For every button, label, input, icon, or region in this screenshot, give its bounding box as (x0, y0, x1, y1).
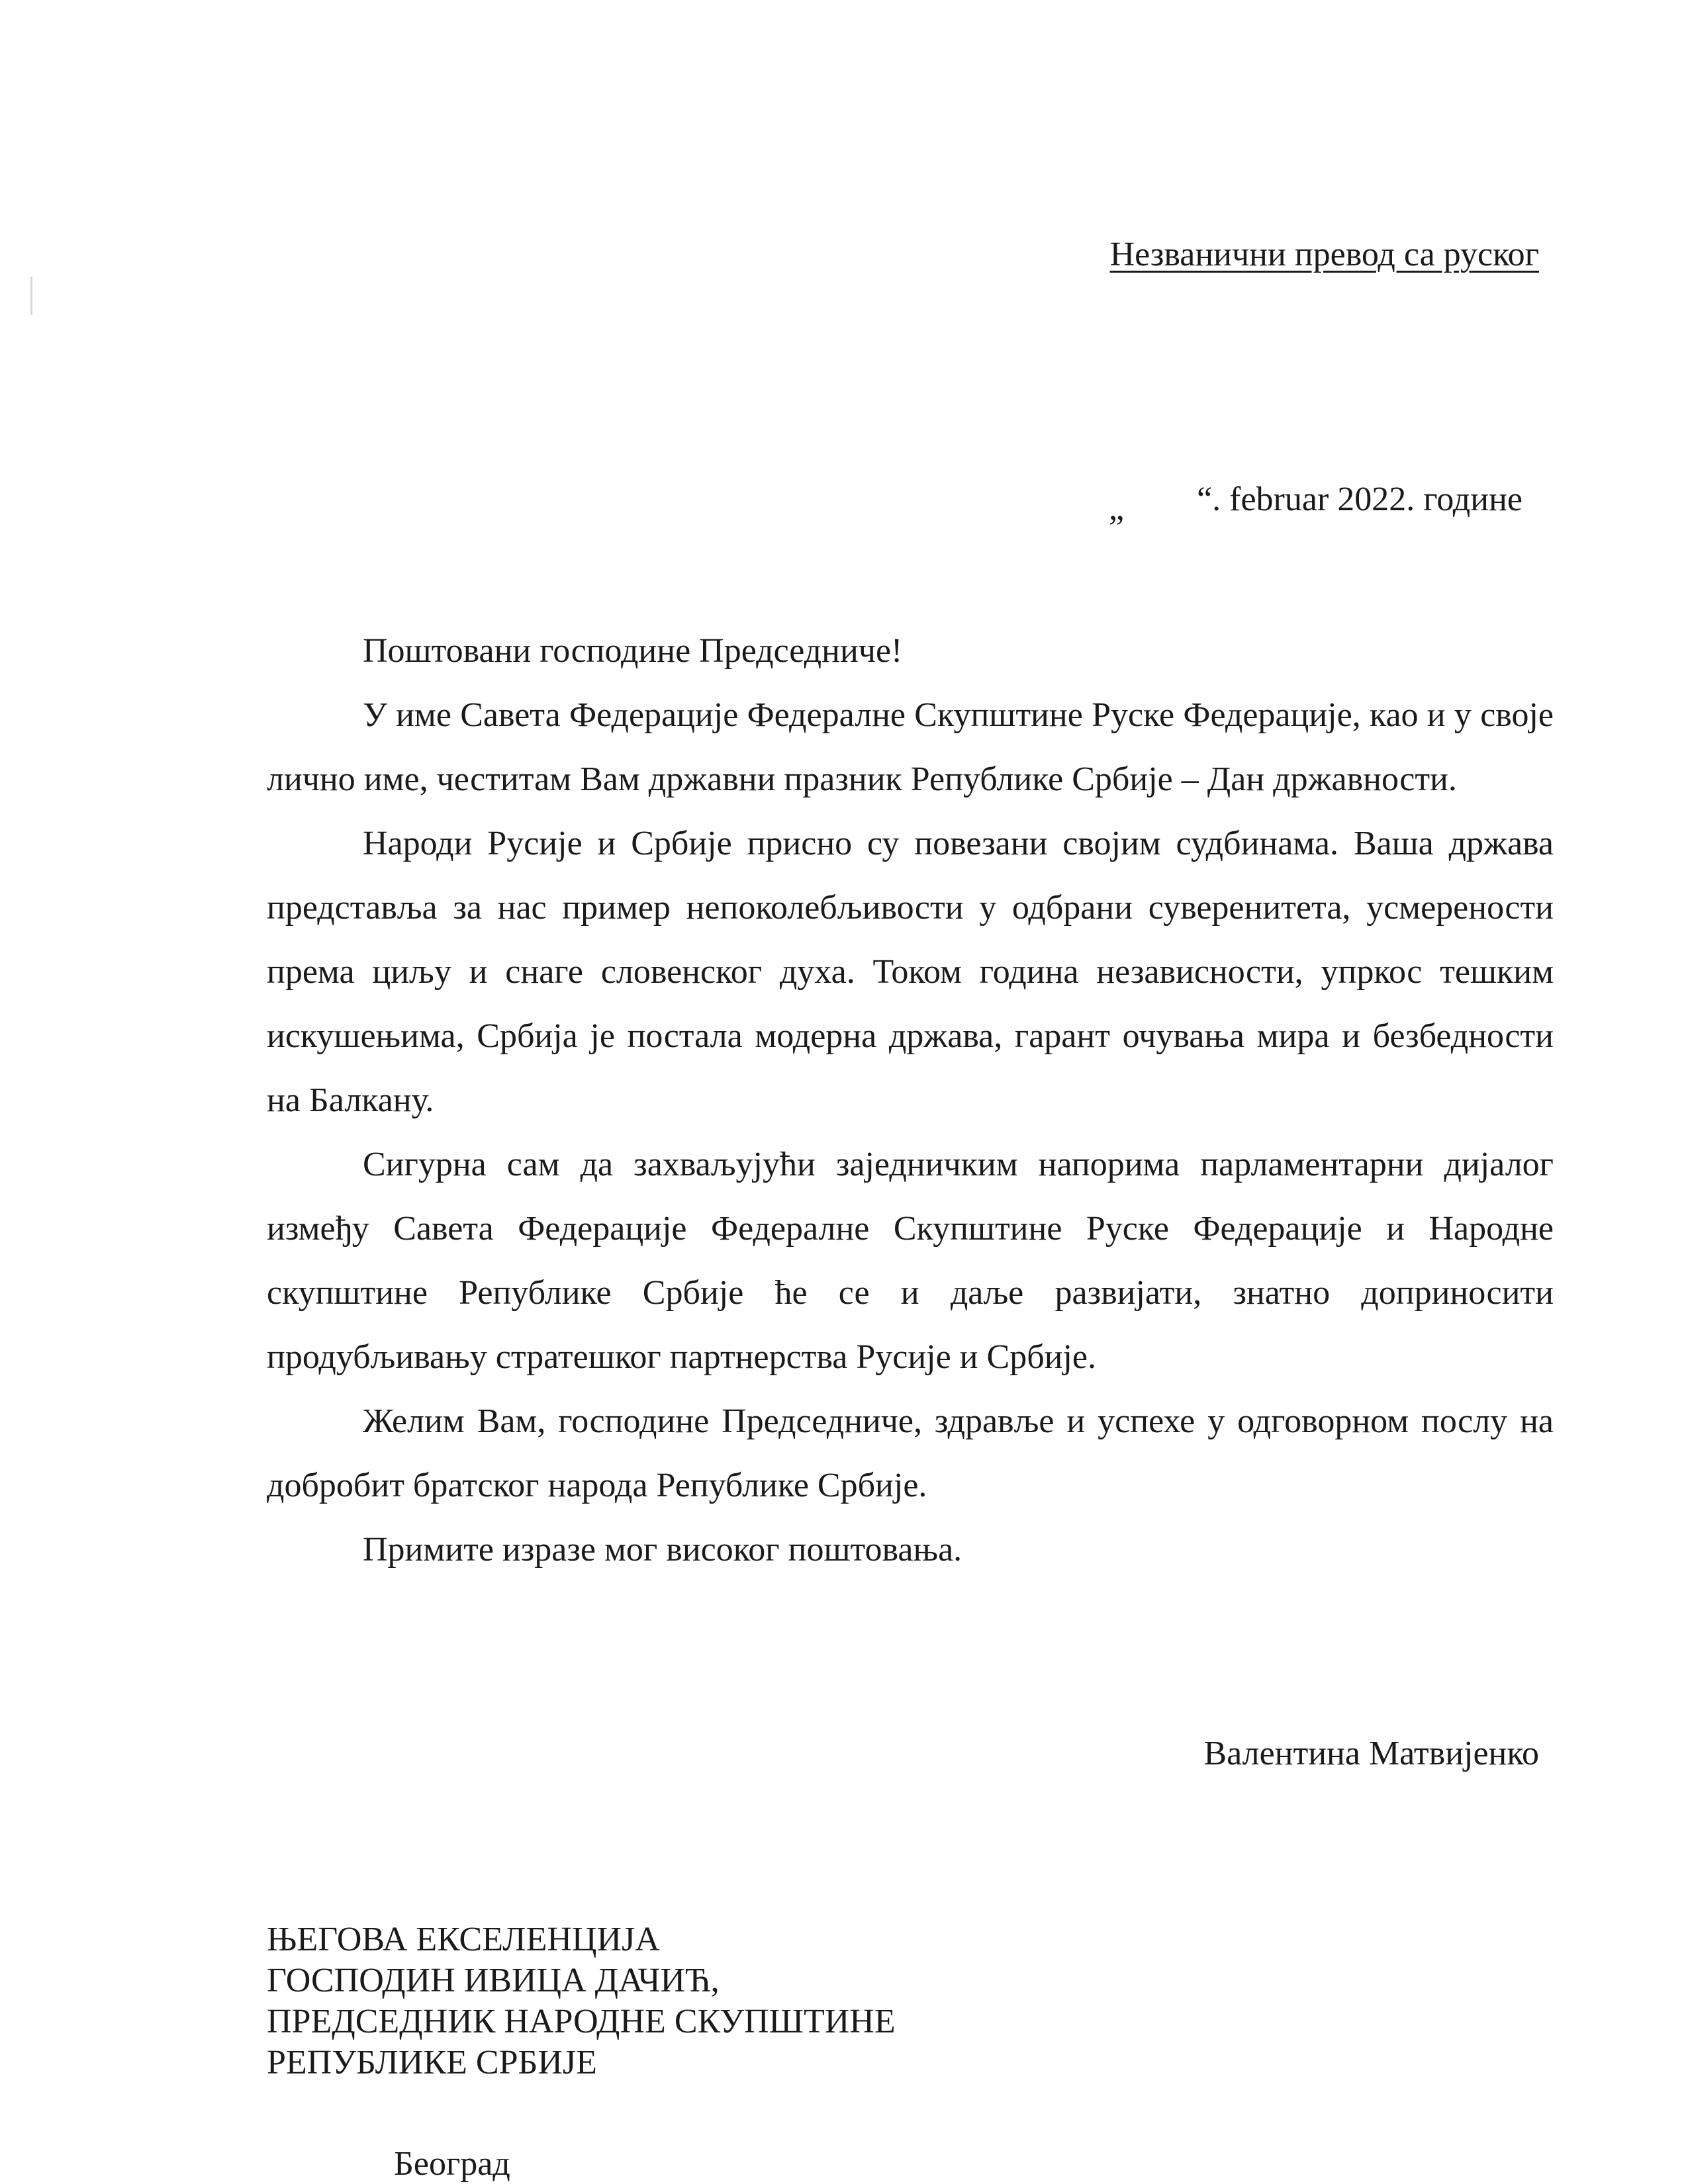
scan-edge-mark (30, 277, 32, 315)
addressee-line-3: ПРЕДСЕДНИК НАРОДНЕ СКУПШТИНЕ (267, 2003, 896, 2040)
paragraph-4: Желим Вам, господине Председниче, здравље и успехе у одговорном послу на добробит братског народа Републике Србије. (267, 1402, 1554, 1504)
salutation: Поштовани господине Председниче! (363, 632, 903, 670)
closing-line: Примите изразе мог високог поштовања. (363, 1531, 962, 1569)
letter-body (267, 619, 1554, 1582)
paragraph-3: Сигурна сам да захваљујући заједничким напорима парламентарни дијалог између Савета Федерације Федералне Скупштине Руске Федерације и Народне скупштине Републике Србије ће се и даље развијати, знатно доприносити продубљивању стратешког партнерства Русије и Србије. (267, 1146, 1554, 1376)
date-open-quote: „ (1108, 490, 1125, 527)
translation-note: Незванични превод са руског (1109, 236, 1539, 273)
addressee-line-1: ЊЕГОВА ЕКСЕЛЕНЦИЈА (267, 1921, 660, 1958)
addressee-line-4: РЕПУБЛИКЕ СРБИЈЕ (267, 2044, 597, 2081)
addressee-block (267, 1919, 896, 2083)
signature-name: Валентина Матвијенко (1203, 1735, 1539, 1772)
addressee-line-2: ГОСПОДИН ИВИЦА ДАЧИЋ, (267, 1962, 720, 1999)
paragraph-1: У име Савета Федерације Федералне Скупштине Руске Федерације, као и у своје лично име, честитам Вам државни празник Републике Србије – Дан државности. (267, 696, 1554, 798)
date-text: “. februar 2022. године (1197, 480, 1523, 518)
letter-date (1108, 480, 1523, 527)
paragraph-2: Народи Русије и Србије присно су повезани својим судбинама. Ваша држава представља за нас пример непоколебљивости у одбрани суверенитета, усмерености према циљу и снаге словенског духа. Током година независности, упркос тешким искушењима, Србија је постала модерна држава, гарант очувања мира и безбедности на Балкану. (267, 825, 1554, 1119)
city-line: Београд (394, 2145, 510, 2183)
